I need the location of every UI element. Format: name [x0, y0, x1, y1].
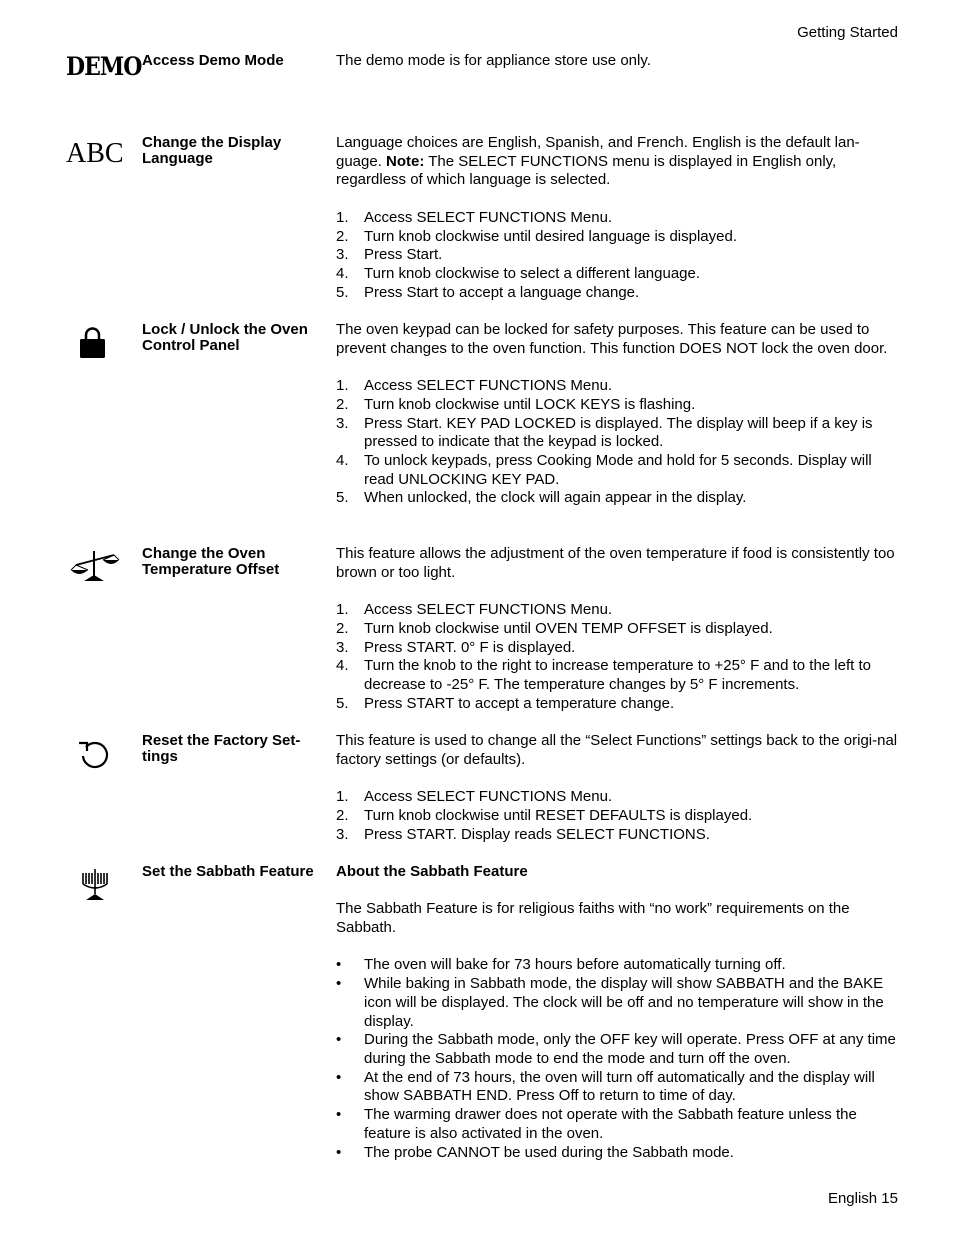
list-item: 2. Turn knob clockwise until OVEN TEMP OFFSET is displayed.	[336, 619, 773, 637]
section-title: Change the Oven Temperature Offset	[142, 545, 280, 578]
list-item: 2. Turn knob clockwise until LOCK KEYS is flashing.	[336, 395, 696, 413]
list-item: 4. Turn the knob to the right to increase temperature to +25° F and to the left to decrease to -25° F. The temperature changes by 5° F increments.	[336, 657, 871, 693]
section-body	[336, 321, 899, 508]
steps-list	[336, 377, 899, 508]
section-body	[336, 52, 899, 89]
bullet-list	[336, 956, 899, 1162]
paragraph: The demo mode is for appliance store use only.	[336, 52, 651, 69]
section-title: Access Demo Mode	[142, 52, 284, 69]
section-title: Lock / Unlock the Oven Control Panel	[142, 321, 308, 354]
list-item: • At the end of 73 hours, the oven will turn off automatically and the display will show SABBATH END. Press Off to return to time of day.	[336, 1068, 875, 1105]
list-item: 1. Access SELECT FUNCTIONS Menu.	[336, 377, 613, 395]
menorah-icon	[66, 867, 126, 907]
section-title: Change the Display Language	[142, 134, 282, 167]
list-item: • The probe CANNOT be used during the Sabbath mode.	[336, 1143, 734, 1161]
note-label: Note:	[386, 152, 425, 170]
list-item: 3. Press Start.	[336, 246, 443, 264]
paragraph: The Sabbath Feature is for religious faiths with “no work” requirements on the Sabbath.	[336, 900, 850, 937]
page-footer: English 15	[827, 1190, 898, 1207]
steps-list	[336, 788, 899, 844]
list-item: 1. Access SELECT FUNCTIONS Menu.	[336, 601, 613, 619]
list-item: • The oven will bake for 73 hours before automatically turning off.	[336, 956, 786, 974]
list-item: 2. Turn knob clockwise until RESET DEFAULTS is displayed.	[336, 806, 753, 824]
paragraph: This feature is used to change all the “Select Functions” settings back to the origi-nal factory settings (or defaults).	[336, 732, 898, 768]
steps-list	[336, 601, 899, 713]
paragraph: The oven keypad can be locked for safety purposes. This feature can be used to prevent changes to the oven function. This function DOES NOT lock the oven door.	[336, 321, 888, 357]
demo-icon: DEMO	[66, 52, 142, 82]
list-item: 3. Press START. Display reads SELECT FUNCTIONS.	[336, 825, 710, 843]
section-body	[336, 732, 899, 844]
subheading: About the Sabbath Feature	[336, 863, 528, 880]
list-item: 1. Access SELECT FUNCTIONS Menu.	[336, 208, 613, 226]
section-body	[336, 134, 899, 302]
reset-arrow-icon	[66, 734, 126, 774]
abc-icon: ABC	[66, 138, 124, 169]
list-item: 5. When unlocked, the clock will again appear in the display.	[336, 489, 747, 507]
list-item: • During the Sabbath mode, only the OFF key will operate. Press OFF at any time during the Sabbath mode to end the mode and turn off the oven.	[336, 1031, 896, 1067]
page-header: Getting Started	[797, 24, 898, 41]
paragraph: This feature allows the adjustment of the oven temperature if food is consistently too brown or too light.	[336, 545, 895, 581]
list-item: 2. Turn knob clockwise until desired language is displayed.	[336, 227, 737, 245]
list-item: 1. Access SELECT FUNCTIONS Menu.	[336, 788, 613, 806]
list-item: 5. Press Start to accept a language change.	[336, 283, 640, 301]
section-title: Reset the Factory Set-tings	[142, 732, 301, 765]
list-item: 5. Press START to accept a temperature change.	[336, 694, 675, 712]
section-body	[336, 863, 899, 1162]
balance-scale-icon	[66, 547, 126, 587]
section-body	[336, 545, 899, 713]
section-title: Set the Sabbath Feature	[142, 863, 314, 880]
list-item: 4. To unlock keypads, press Cooking Mode and hold for 5 seconds. Display will read UNLOCKING KEY PAD.	[336, 451, 872, 488]
lock-icon	[66, 325, 126, 365]
list-item: 3. Press START. 0° F is displayed.	[336, 638, 576, 656]
list-item: • The warming drawer does not operate with the Sabbath feature unless the feature is also activated in the oven.	[336, 1106, 857, 1142]
steps-list	[336, 209, 899, 303]
paragraph: Language choices are English, Spanish, and French. English is the default lan-guage. Note: The SELECT FUNCTIONS menu is displayed in English only, regardless of which language is selected.	[336, 134, 860, 189]
list-item: • While baking in Sabbath mode, the display will show SABBATH and the BAKE icon will be displayed. The clock will be off and no temperature will show in the display.	[336, 975, 884, 1030]
list-item: 4. Turn knob clockwise to select a different language.	[336, 264, 701, 282]
list-item: 3. Press Start. KEY PAD LOCKED is displayed. The display will beep if a key is pressed to indicate that the keypad is locked.	[336, 414, 873, 451]
